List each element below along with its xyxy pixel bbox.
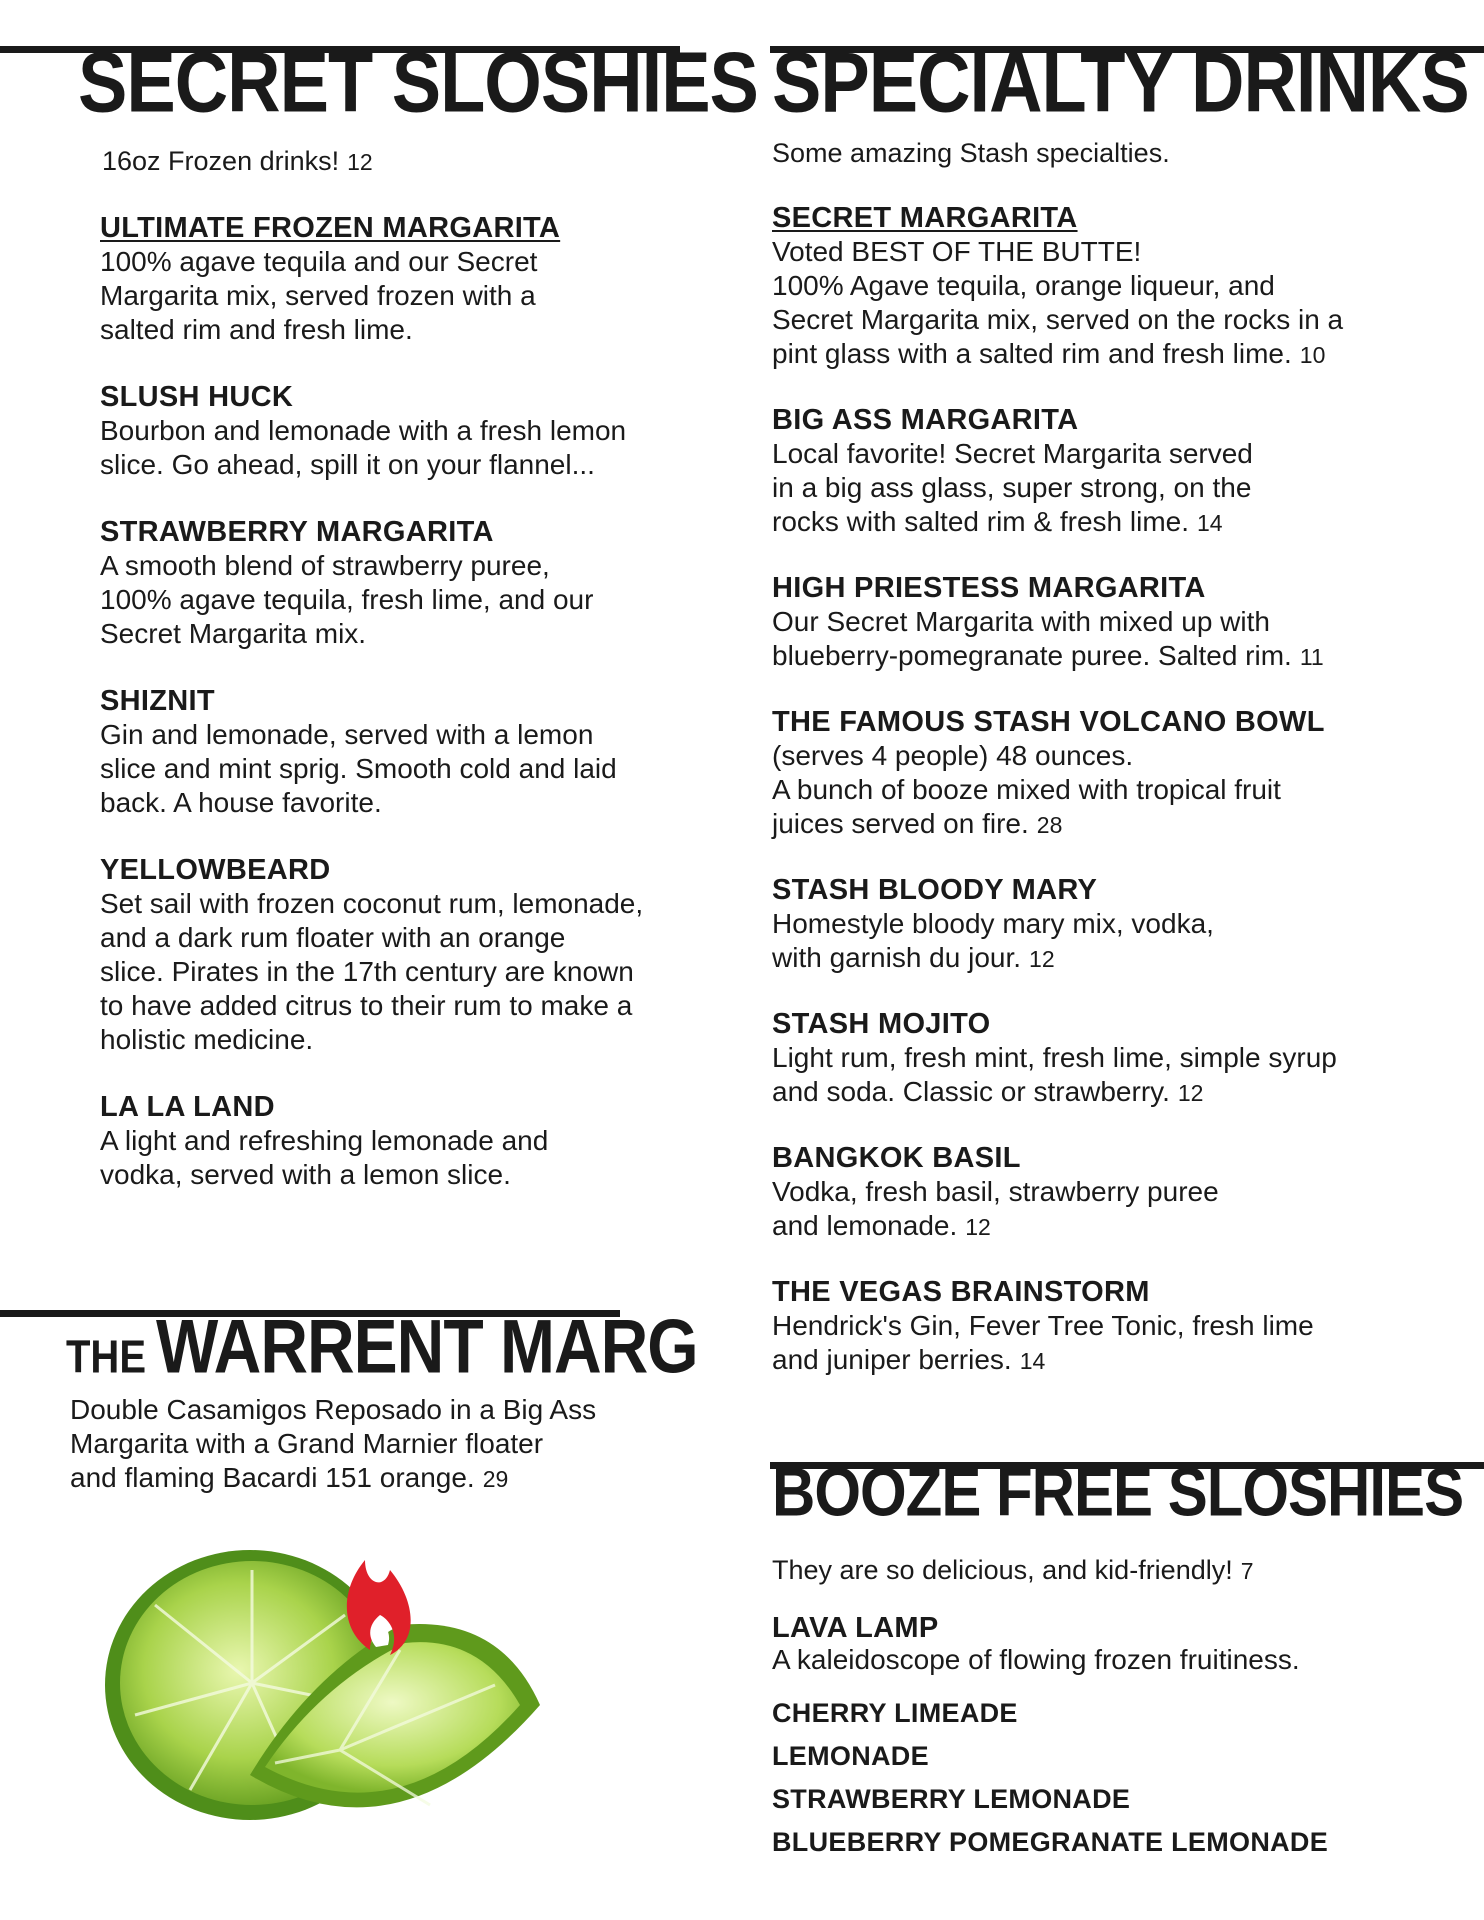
item-price: 28 (1036, 812, 1063, 838)
desc-line: 100% Agave tequila, orange liqueur, and (772, 270, 1275, 301)
item-desc: A kaleidoscope of flowing frozen fruitiness. (772, 1644, 1300, 1675)
intro-price: 12 (347, 149, 373, 175)
booze-free-intro-text: They are so delicious, and kid-friendly! (772, 1555, 1233, 1585)
specialty-list (772, 202, 1462, 1410)
desc-line: slice and mint sprig. Smooth cold and laid (100, 753, 617, 784)
item-desc (100, 887, 700, 1057)
item-desc (100, 245, 700, 347)
desc-line: Vodka, fresh basil, strawberry puree (772, 1176, 1219, 1207)
booze-free-intro (772, 1553, 1254, 1588)
menu-item (100, 381, 700, 482)
item-price: 12 (965, 1214, 991, 1240)
secret-sloshies-list (100, 212, 700, 1226)
item-name: THE FAMOUS STASH VOLCANO BOWL (772, 706, 1325, 738)
desc-line: juices served on fire. 28 (772, 808, 1063, 839)
lime-with-flame-icon (100, 1535, 560, 1835)
desc-line: in a big ass glass, super strong, on the (772, 472, 1252, 503)
booze-free-intro-price: 7 (1240, 1558, 1254, 1584)
menu-item (772, 404, 1462, 540)
item-name: BANGKOK BASIL (772, 1142, 1021, 1174)
item-price: 11 (1299, 644, 1324, 670)
desc-line: Set sail with frozen coconut rum, lemonade, (100, 888, 644, 919)
list-item: STRAWBERRY LEMONADE (772, 1784, 1131, 1814)
desc-line: and lemonade. 12 (772, 1210, 991, 1241)
desc-line: 100% agave tequila, fresh lime, and our (100, 584, 594, 615)
desc-line: Local favorite! Secret Margarita served (772, 438, 1253, 469)
item-name: LAVA LAMP (772, 1612, 939, 1644)
item-desc (772, 235, 1462, 372)
item-desc (772, 1175, 1462, 1244)
desc-line: pint glass with a salted rim and fresh lime. 10 (772, 338, 1326, 369)
warrent-heading-the: THE (66, 1332, 146, 1383)
booze-free-heading: BOOZE FREE SLOSHIES (772, 1453, 1464, 1531)
desc-line: Light rum, fresh mint, fresh lime, simple syrup (772, 1042, 1337, 1073)
item-desc (772, 605, 1462, 674)
item-price: 14 (1019, 1348, 1046, 1374)
desc-line: Gin and lemonade, served with a lemon (100, 719, 594, 750)
item-desc (100, 1124, 700, 1192)
warrent-price: 29 (482, 1466, 509, 1492)
warrent-desc (70, 1393, 670, 1496)
item-name: STASH BLOODY MARY (772, 874, 1098, 906)
desc-line: A light and refreshing lemonade and (100, 1125, 549, 1156)
item-price: 12 (1029, 946, 1055, 972)
item-name: BIG ASS MARGARITA (772, 404, 1079, 436)
desc-line: Double Casamigos Reposado in a Big Ass (70, 1394, 597, 1425)
item-desc (772, 907, 1462, 976)
menu-item (100, 685, 700, 820)
item-price: 10 (1299, 342, 1326, 368)
desc-line: Homestyle bloody mary mix, vodka, (772, 908, 1214, 939)
desc-line: to have added citrus to their rum to make a (100, 990, 633, 1021)
desc-line: Voted BEST OF THE BUTTE! (772, 236, 1142, 267)
item-name: STRAWBERRY MARGARITA (100, 516, 494, 548)
item-desc (100, 549, 700, 651)
desc-line: back. A house favorite. (100, 787, 382, 818)
item-desc (772, 1309, 1462, 1378)
desc-line: Bourbon and lemonade with a fresh lemon (100, 415, 627, 446)
desc-line: A smooth blend of strawberry puree, (100, 550, 550, 581)
item-desc (772, 1041, 1462, 1110)
item-name: THE VEGAS BRAINSTORM (772, 1276, 1150, 1308)
booze-free-simple-list (772, 1697, 1462, 1859)
item-name: HIGH PRIESTESS MARGARITA (772, 572, 1206, 604)
desc-line: and a dark rum floater with an orange (100, 922, 566, 953)
menu-item (100, 854, 700, 1057)
item-price: 14 (1197, 510, 1223, 536)
desc-line: with garnish du jour. 12 (772, 942, 1055, 973)
item-name: STASH MOJITO (772, 1008, 991, 1040)
list-item: CHERRY LIMEADE (772, 1698, 1018, 1728)
item-name: SECRET MARGARITA (772, 202, 1078, 234)
desc-line: Secret Margarita mix. (100, 618, 367, 649)
specialty-heading: SPECIALTY DRINKS (772, 34, 1469, 130)
desc-line: Secret Margarita mix, served on the rocks in a (772, 304, 1344, 335)
list-item: LEMONADE (772, 1741, 929, 1771)
menu-item (772, 1008, 1462, 1110)
item-name: ULTIMATE FROZEN MARGARITA (100, 212, 561, 244)
menu-item (772, 202, 1462, 372)
desc-line: Our Secret Margarita with mixed up with (772, 606, 1270, 637)
secret-sloshies-intro (102, 144, 373, 179)
desc-line: rocks with salted rim & fresh lime. 14 (772, 506, 1223, 537)
item-desc (772, 437, 1462, 540)
desc-line: 100% agave tequila and our Secret (100, 246, 538, 277)
desc-line: and juniper berries. 14 (772, 1344, 1046, 1375)
list-item (772, 1612, 1462, 1675)
item-name: SHIZNIT (100, 685, 215, 717)
warrent-heading (66, 1303, 698, 1389)
menu-item (772, 874, 1462, 976)
desc-line: A bunch of booze mixed with tropical fruit (772, 774, 1281, 805)
menu-item (772, 572, 1462, 674)
menu-item (100, 1091, 700, 1192)
warrent-heading-main: WARRENT MARG (156, 1303, 698, 1389)
desc-line: Margarita with a Grand Marnier floater (70, 1428, 544, 1459)
desc-line: and flaming Bacardi 151 orange. 29 (70, 1462, 509, 1493)
desc-line: and soda. Classic or strawberry. 12 (772, 1076, 1204, 1107)
menu-item (100, 212, 700, 347)
warrent-description (70, 1393, 670, 1496)
desc-line: slice. Go ahead, spill it on your flannel... (100, 449, 595, 480)
item-desc (772, 739, 1462, 842)
desc-line: (serves 4 people) 48 ounces. (772, 740, 1134, 771)
item-desc (100, 718, 700, 820)
desc-line: blueberry-pomegranate puree. Salted rim. 11 (772, 640, 1324, 671)
menu-item (100, 516, 700, 651)
item-name: YELLOWBEARD (100, 854, 331, 886)
item-desc (100, 414, 700, 482)
intro-text: 16oz Frozen drinks! (102, 146, 340, 176)
specialty-intro: Some amazing Stash specialties. (772, 138, 1170, 168)
booze-free-list (772, 1612, 1462, 1869)
secret-sloshies-heading: SECRET SLOSHIES (78, 34, 758, 130)
item-price: 12 (1177, 1080, 1204, 1106)
desc-line: Hendrick's Gin, Fever Tree Tonic, fresh lime (772, 1310, 1314, 1341)
desc-line: holistic medicine. (100, 1024, 314, 1055)
item-name: SLUSH HUCK (100, 381, 294, 413)
menu-item (772, 1142, 1462, 1244)
item-name: LA LA LAND (100, 1091, 275, 1123)
desc-line: salted rim and fresh lime. (100, 314, 413, 345)
menu-item (772, 706, 1462, 842)
desc-line: vodka, served with a lemon slice. (100, 1159, 511, 1190)
menu-item (772, 1276, 1462, 1378)
list-item: BLUEBERRY POMEGRANATE LEMONADE (772, 1827, 1329, 1857)
desc-line: Margarita mix, served frozen with a (100, 280, 536, 311)
desc-line: slice. Pirates in the 17th century are known (100, 956, 634, 987)
